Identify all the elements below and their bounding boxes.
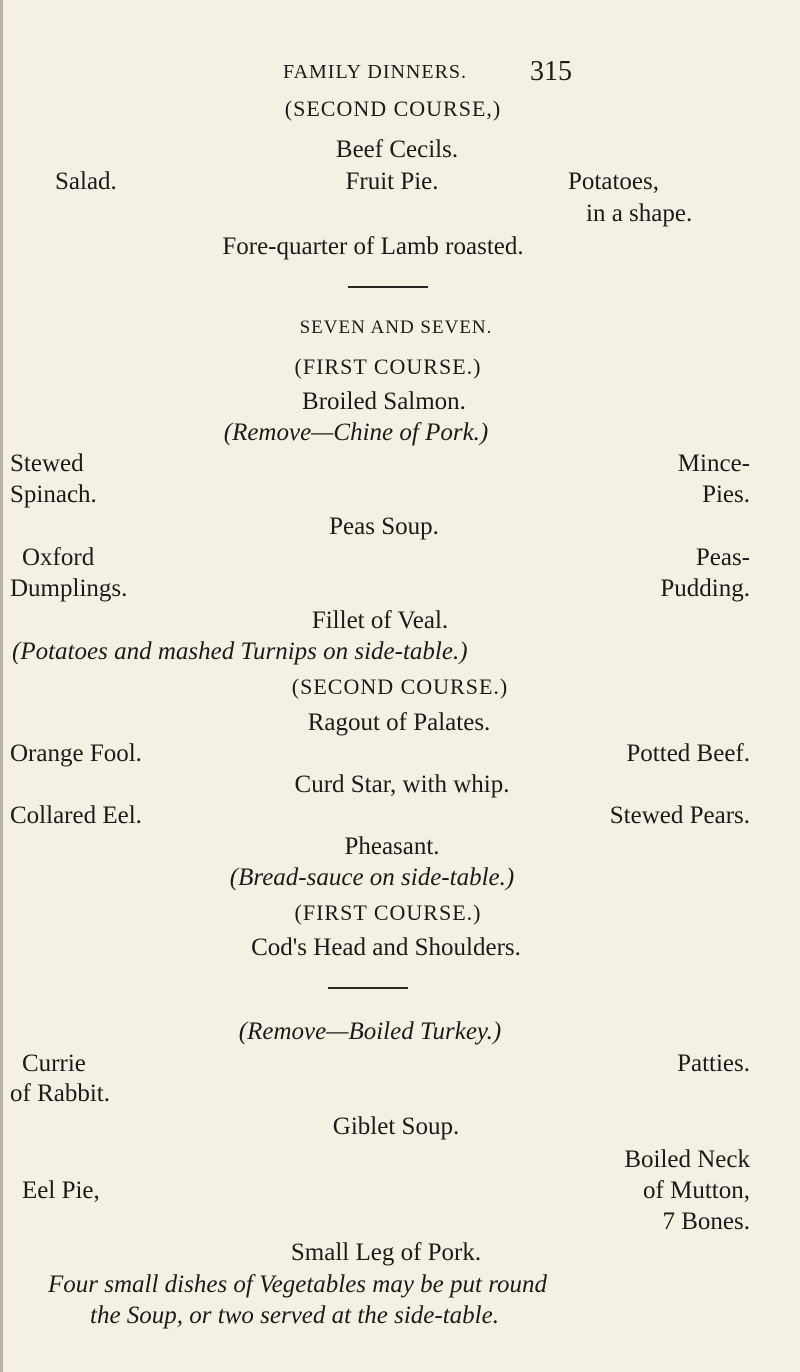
dish-right: Stewed Pears. — [609, 802, 750, 829]
dish-right: of Mutton, — [643, 1177, 750, 1204]
dish-right: Pudding. — [660, 575, 750, 602]
dish-center: Fruit Pie. — [345, 168, 439, 195]
dish-right: Boiled Neck — [624, 1146, 750, 1173]
section-divider — [328, 987, 408, 989]
footnote: the Soup, or two served at the side-table. — [90, 1302, 499, 1329]
dish-left: Salad. — [55, 168, 117, 195]
dish-center: Broiled Salmon. — [302, 388, 466, 415]
dish-right: Mince- — [677, 450, 750, 477]
footnote: Four small dishes of Vegetables may be put round — [48, 1271, 548, 1298]
running-title: FAMILY DINNERS. — [282, 61, 468, 83]
dish-right: Pies. — [702, 481, 750, 508]
dish-center: Small Leg of Pork. — [290, 1239, 482, 1266]
dish-left: Dumplings. — [10, 575, 128, 602]
dish-left: Spinach. — [10, 481, 97, 508]
dish-center: Fillet of Veal. — [311, 607, 449, 634]
dish-left: Currie — [22, 1050, 86, 1077]
course-heading: (SECOND COURSE.) — [291, 674, 509, 699]
side-table-note: (Potatoes and mashed Turnips on side-table.) — [12, 638, 468, 665]
dish-right: Potatoes, — [568, 168, 659, 195]
remove-note: (Remove—Chine of Pork.) — [223, 419, 489, 446]
dish-right: in a shape. — [586, 200, 693, 227]
dish-right: Patties. — [677, 1050, 750, 1077]
dish-left: Stewed — [10, 450, 84, 477]
dish-center: Beef Cecils. — [335, 136, 459, 163]
dish-right: Potted Beef. — [626, 740, 750, 767]
dish-right: Peas- — [695, 544, 750, 571]
dish-center: Curd Star, with whip. — [294, 771, 510, 798]
course-heading: (FIRST COURSE.) — [294, 900, 482, 925]
dish-center: Pheasant. — [344, 833, 440, 860]
menu-heading: SEVEN AND SEVEN. — [299, 317, 493, 338]
dish-center: Ragout of Palates. — [307, 709, 491, 736]
remove-note: (Remove—Boiled Turkey.) — [238, 1018, 502, 1045]
dish-left: Collared Eel. — [10, 802, 142, 829]
page-number: 315 — [530, 56, 572, 87]
course-heading: (SECOND COURSE,) — [284, 96, 502, 121]
course-heading: (FIRST COURSE.) — [294, 354, 482, 379]
dish-left: Oxford — [22, 544, 95, 571]
dish-center: Giblet Soup. — [332, 1113, 460, 1140]
dish-center: Cod's Head and Shoulders. — [251, 934, 521, 961]
dish-right: 7 Bones. — [662, 1208, 750, 1235]
dish-center: Peas Soup. — [329, 513, 439, 540]
section-divider — [348, 286, 428, 288]
dish-left: Orange Fool. — [10, 740, 142, 767]
side-table-note: (Bread-sauce on side-table.) — [229, 864, 515, 891]
dish-left: of Rabbit. — [10, 1080, 110, 1107]
page-edge-shadow — [0, 0, 3, 1372]
dish-left: Eel Pie, — [22, 1177, 100, 1204]
dish-bottom: Fore-quarter of Lamb roasted. — [222, 233, 524, 260]
